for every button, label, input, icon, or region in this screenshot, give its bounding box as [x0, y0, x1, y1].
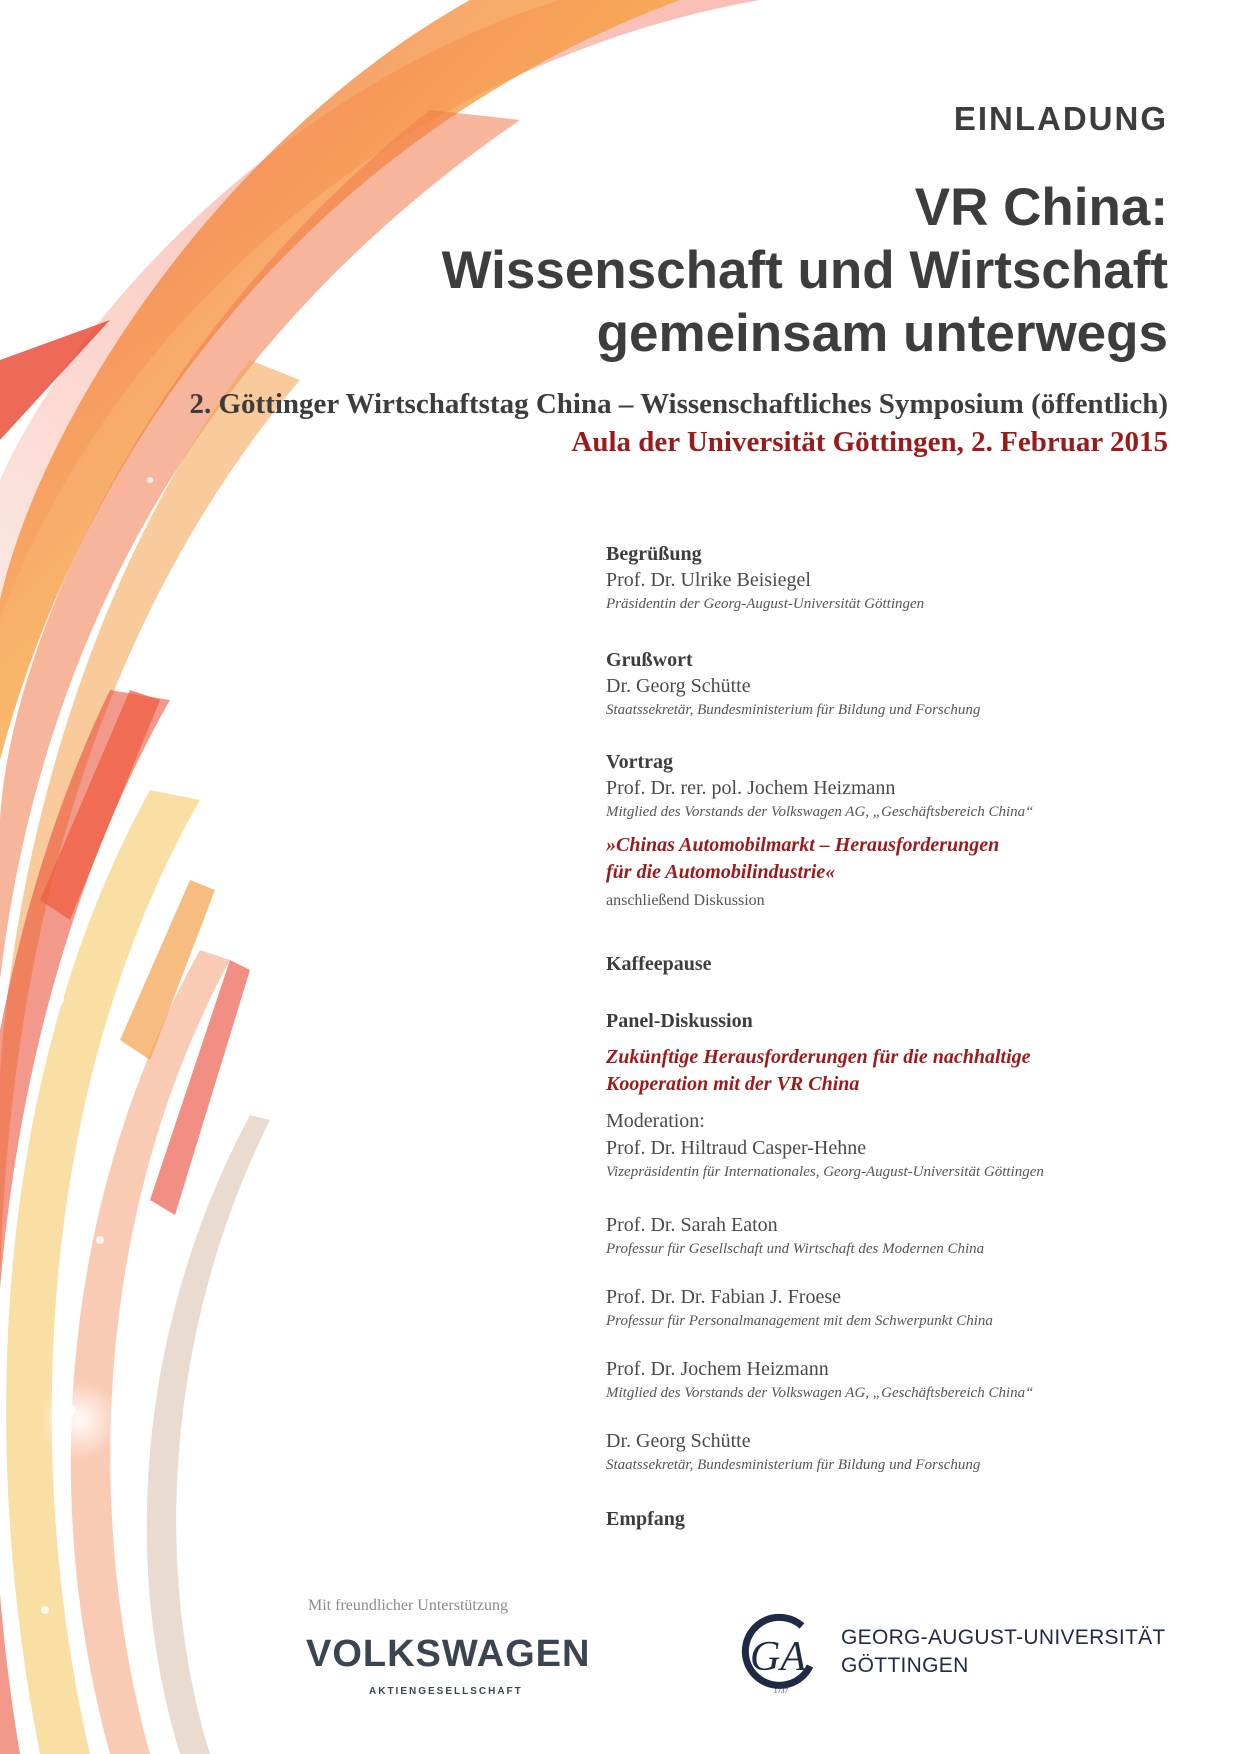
program-item-lecture [606, 749, 1186, 912]
program-item-panel [606, 1008, 1186, 1182]
panelist-name: Prof. Dr. Sarah Eaton [606, 1214, 778, 1236]
volkswagen-logo: VOLKSWAGEN [306, 1633, 591, 1675]
talk-title-line: für die Automobilindustrie« [606, 861, 836, 883]
panel-topic-line: Kooperation mit der VR China [606, 1073, 860, 1095]
moderator-role: Vizepräsidentin für Internationales, Georg-August-Universität Göttingen [606, 1164, 1044, 1180]
university-seal-icon [740, 1612, 822, 1696]
panelist [606, 1284, 1186, 1331]
program-item-greeting [606, 647, 1186, 720]
event-title [442, 176, 1168, 365]
university-name [841, 1624, 1166, 1680]
event-venue-date: Aula der Universität Göttingen, 2. Februar 2015 [571, 426, 1168, 458]
event-subtitle: 2. Göttinger Wirtschaftstag China – Wissenschaftliches Symposium (öffentlich) [189, 388, 1168, 420]
item-label: Vortrag [606, 751, 674, 773]
item-label: Empfang [606, 1508, 685, 1530]
speaker-name: Prof. Dr. rer. pol. Jochem Heizmann [606, 777, 896, 799]
item-label: Begrüßung [606, 543, 702, 565]
svg-text:GA: GA [750, 1634, 806, 1680]
moderator-name: Prof. Dr. Hiltraud Casper-Hehne [606, 1137, 867, 1159]
panelist [606, 1212, 1186, 1259]
program-item-welcome [606, 541, 1186, 614]
moderation-label: Moderation: [606, 1110, 705, 1132]
volkswagen-logo-subtext: AKTIENGESELLSCHAFT [369, 1686, 523, 1697]
event-title-line: gemeinsam unterwegs [596, 304, 1168, 363]
event-title-line: VR China: [914, 178, 1168, 237]
speaker-role: Staatssekretär, Bundesministerium für Bildung und Forschung [606, 702, 981, 718]
sponsor-note: Mit freundlicher Unterstützung [308, 1597, 508, 1614]
university-name-line: GEORG-AUGUST-UNIVERSITÄT [841, 1626, 1166, 1649]
university-name-line: GÖTTINGEN [841, 1654, 969, 1677]
panelist-role: Professur für Gesellschaft und Wirtschaft des Modernen China [606, 1241, 985, 1257]
seal-year: 1737 [774, 1687, 788, 1695]
panelist [606, 1356, 1186, 1403]
speaker-role: Mitglied des Vorstands der Volkswagen AG, „Geschäftsbereich China“ [606, 804, 1034, 820]
panel-topic-line: Zukünftige Herausforderungen für die nachhaltige [606, 1046, 1031, 1068]
speaker-role: Präsidentin der Georg-August-Universität Göttingen [606, 596, 925, 612]
item-label: Panel-Diskussion [606, 1010, 753, 1032]
invitation-kicker: EINLADUNG [953, 100, 1168, 137]
speaker-name: Dr. Georg Schütte [606, 675, 751, 697]
program-item-reception [606, 1506, 1186, 1532]
panelist-name: Dr. Georg Schütte [606, 1430, 751, 1452]
speaker-name: Prof. Dr. Ulrike Beisiegel [606, 569, 811, 591]
panelist [606, 1428, 1186, 1475]
panelist-role: Professur für Personalmanagement mit dem Schwerpunkt China [606, 1313, 993, 1329]
panelist-name: Prof. Dr. Jochem Heizmann [606, 1358, 829, 1380]
discussion-note: anschließend Diskussion [606, 892, 765, 909]
program-item-break [606, 951, 1186, 977]
panelist-name: Prof. Dr. Dr. Fabian J. Froese [606, 1286, 841, 1308]
item-label: Kaffeepause [606, 953, 712, 975]
event-title-line: Wissenschaft und Wirtschaft [441, 241, 1168, 300]
item-label: Grußwort [606, 649, 693, 671]
panelist-role: Staatssekretär, Bundesministerium für Bildung und Forschung [606, 1457, 981, 1473]
talk-title-line: »Chinas Automobilmarkt – Herausforderungen [606, 834, 1000, 856]
panelist-role: Mitglied des Vorstands der Volkswagen AG, „Geschäftsbereich China“ [606, 1385, 1034, 1401]
